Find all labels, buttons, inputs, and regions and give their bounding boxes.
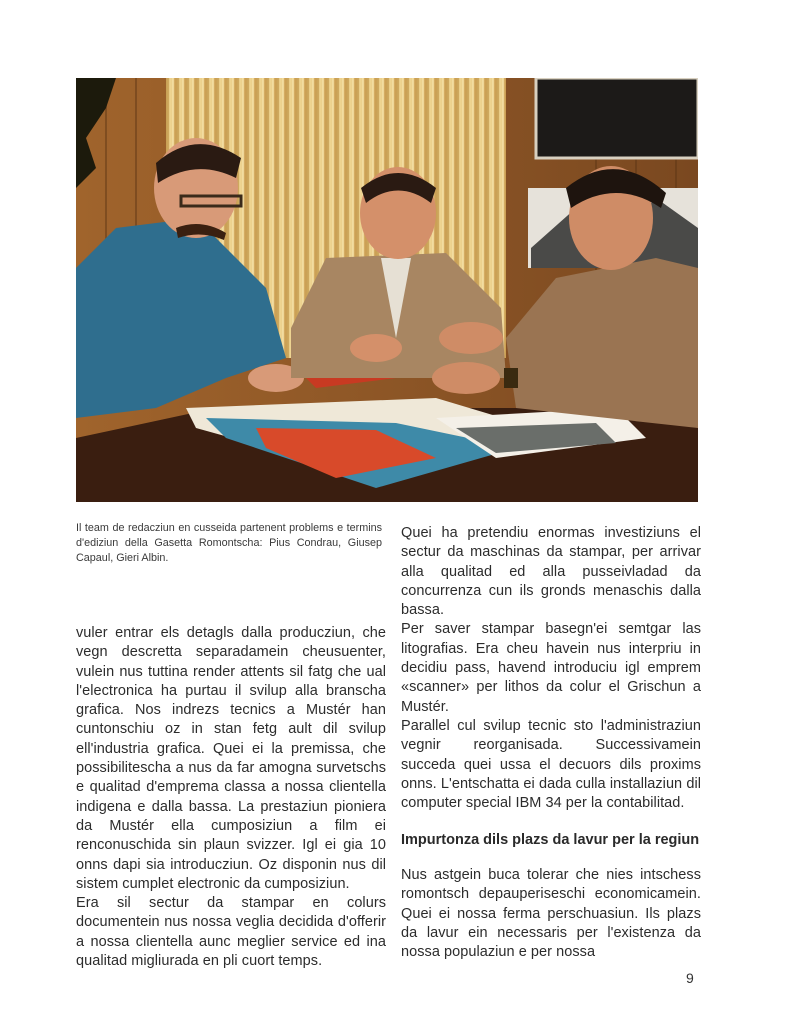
paragraph: vuler entrar els detagls dalla producziun, che vegn descretta separadamein cheusuenter, vulein nus tuttina render attents sil fatg che ual l'electronica ha purtau il svilup alla branscha grafica. Nos indrezs tecnics a Mustér han cuntonschiu oz in stan fetg ault dil svilup ell'industria grafica. Quei ei la premissa, che possibilitescha a nus da far amogna survetschs e qualitad d'emprema classa a nossa clientella indigena e dalla bassa. La prestaziun pioniera da Mustér ella cumposiziun a film ei renconuschida sin plaun svizzer. Igl ei gia 10 onns dapi sia introducziun. Oz disponin nus dil sistem cumplet electronic da cumposiziun. bbox=[76, 625, 386, 892]
meeting-photo bbox=[76, 78, 698, 502]
left-column bbox=[76, 624, 386, 971]
paragraph: Era sil sectur da stampar en colurs documentein nus nossa veglia decidida d'offerir a nossa clientella aunc meglier service ed ina qualitad migliurada en pli cuort temps. bbox=[76, 895, 386, 970]
section-heading: Impurtonza dils plazs da lavur per la regiun bbox=[401, 832, 700, 848]
paragraph: Quei ha pretendiu enormas investiziuns el sectur da maschinas da stampar, per arrivar alla qualitad ed alla pusseivladad da concurrenza cun ils gronds menaschis dalla bassa. bbox=[401, 525, 701, 619]
paragraph: Per saver stampar basegn'ei semtgar las litografias. Era cheu havein nus interpriu in decidiu pass, havend introduciu igl emprem «scanner» per lithos da colur el Grischun a Mustér. bbox=[401, 621, 701, 715]
paragraph: Nus astgein buca tolerar che nies intschess romontsch depauperiseschi economicamein. Quei ei nossa ferma perschuasiun. Ils plazs da lavur ein necessaris per l'existenza da nossa populaziun e per nossa bbox=[401, 867, 701, 961]
right-column bbox=[401, 524, 701, 813]
paragraph: Parallel cul svilup tecnic sto l'administraziun vegnir reorganisada. Successivamein succeda quei ussa el decuors dils proxims onns. L'entschatta ei dada culla installaziun dil computer special IBM 34 per la contabilitad. bbox=[401, 717, 701, 812]
right-column-continued bbox=[401, 866, 701, 962]
page-number: 9 bbox=[686, 970, 694, 986]
photo-caption: Il team de redacziun en cusseida partenent problems e termins d'ediziun della Gasetta Romontscha: Pius Condrau, Giusep Capaul, Gieri Albin. bbox=[76, 522, 382, 564]
